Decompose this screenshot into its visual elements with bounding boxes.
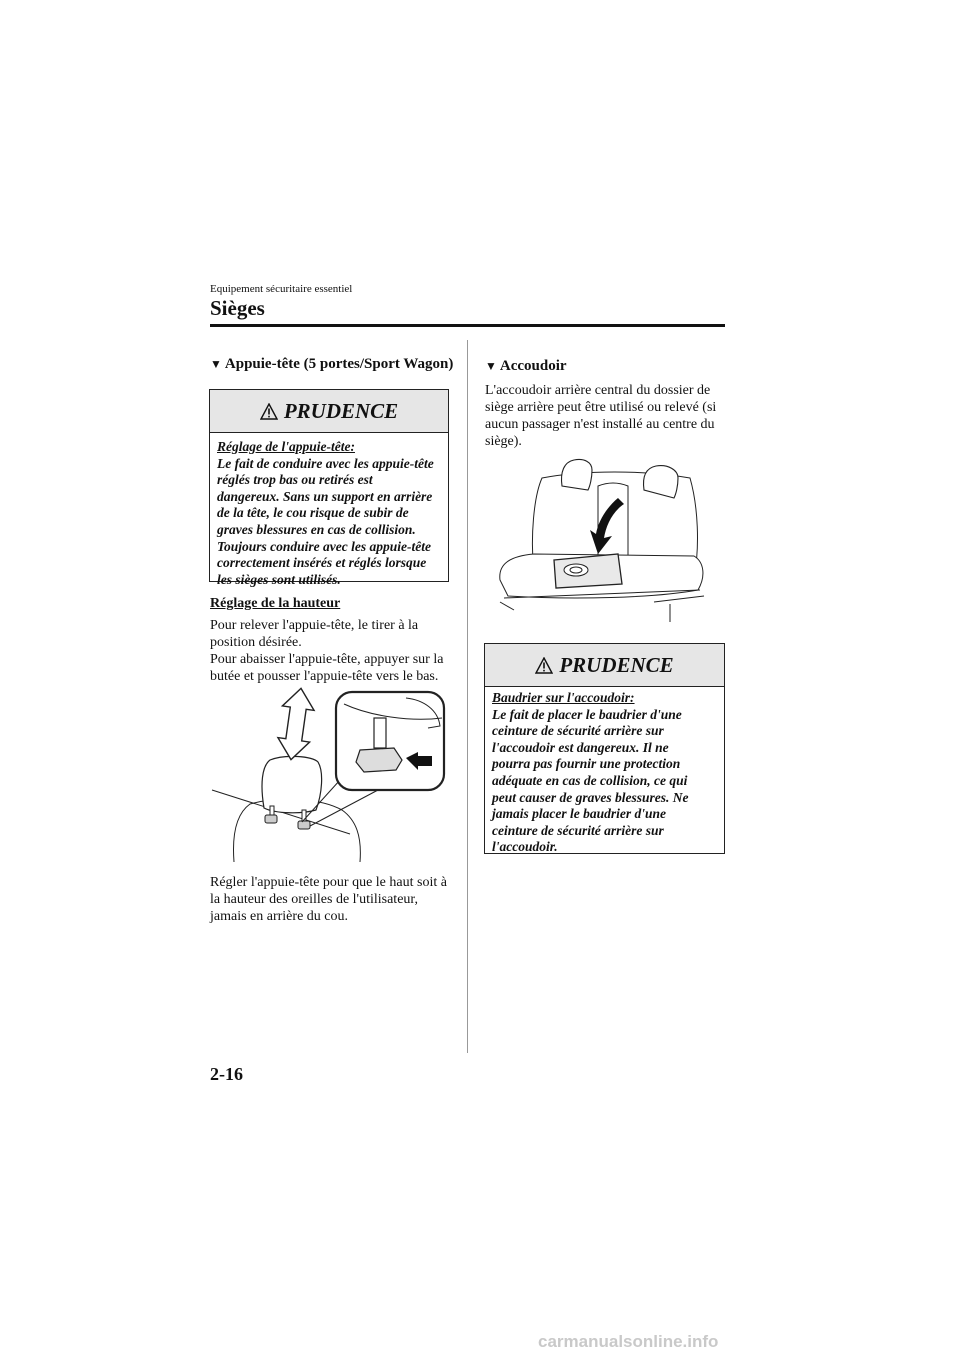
caution-line: Toujours conduire avec les appuie-tête [217, 538, 431, 554]
armrest-intro-text [485, 382, 725, 450]
height-adjust-text [210, 617, 460, 685]
caution-line: correctement insérés et réglés lorsque [217, 555, 427, 571]
triangle-down-icon: ▼ [485, 359, 497, 373]
page-number: 2-16 [210, 1064, 243, 1084]
caution-line: jamais placer le baudrier d'une [492, 806, 667, 822]
watermark-text: carmanualsonline.info [538, 1332, 719, 1351]
text-line: Pour relever l'appuie-tête, le tirer à la [210, 618, 419, 633]
caution-title: PRUDENCE [559, 652, 674, 677]
caution-line: ceinture de sécurité arrière sur [492, 723, 664, 739]
warning-triangle-icon [535, 657, 553, 674]
page-title: Sièges [210, 296, 265, 320]
caution-line: graves blessures en cas de collision. [217, 521, 416, 537]
caution-title: PRUDENCE [283, 398, 399, 423]
text-line: Pour abaisser l'appuie-tête, appuyer sur la [210, 652, 444, 667]
caution-line: les sièges sont utilisés. [217, 571, 341, 587]
caution-body [485, 687, 724, 862]
text-line: L'accoudoir arrière central du dossier de [485, 383, 711, 398]
warning-triangle-icon [260, 403, 278, 420]
text-line: butée et pousser l'appuie-tête vers le bas. [210, 669, 439, 684]
triangle-down-icon: ▼ [210, 357, 222, 371]
caution-body [210, 433, 448, 594]
caution-line: dangereux. Sans un support en arrière [217, 488, 433, 504]
headrest-heading [210, 356, 460, 373]
armrest-heading-text: Accoudoir [499, 358, 567, 374]
caution-box-headrest [209, 389, 449, 587]
caution-line: l'accoudoir est dangereux. Il ne [492, 739, 669, 755]
caution-line: Le fait de conduire avec les appuie-tête [217, 455, 434, 471]
text-line: Régler l'appuie-tête pour que le haut soit à [210, 875, 447, 890]
height-adjust-subheading: Réglage de la hauteur [210, 596, 341, 611]
closing-text [210, 874, 460, 925]
text-line: siège). [485, 434, 522, 449]
text-line: la hauteur des oreilles de l'utilisateur, [210, 892, 419, 907]
caution-subhead: Baudrier sur l'accoudoir: [492, 690, 635, 705]
title-rule [210, 324, 725, 327]
caution-header [485, 644, 724, 687]
section-label: Equipement sécuritaire essentiel [210, 283, 353, 295]
column-divider [467, 340, 468, 1053]
caution-line: ceinture de sécurité arrière sur [492, 822, 664, 838]
caution-subhead: Réglage de l'appuie-tête: [217, 439, 355, 454]
caution-header [210, 390, 448, 433]
caution-box-armrest [484, 643, 725, 854]
caution-line: pourra pas fournir une protection [492, 756, 681, 772]
text-line: aucun passager n'est installé au centre du [485, 417, 715, 432]
caution-line: de la tête, le cou risque de subir de [217, 505, 409, 521]
text-line: position désirée. [210, 635, 302, 650]
armrest-heading [485, 358, 567, 375]
caution-line: peut causer de graves blessures. Ne [492, 789, 689, 805]
headrest-heading-text: Appuie-tête (5 portes/Sport Wagon) [224, 356, 454, 372]
text-line: jamais en arrière du cou. [210, 909, 348, 924]
caution-line: réglés trop bas ou retirés est [217, 472, 373, 488]
caution-line: l'accoudoir. [492, 839, 558, 855]
text-line: siège arrière peut être utilisé ou relevé (si [485, 400, 717, 415]
caution-line: adéquate en cas de collision, ce qui [492, 772, 688, 788]
armrest-illustration [494, 456, 708, 624]
headrest-illustration [210, 686, 450, 866]
caution-line: Le fait de placer le baudrier d'une [492, 706, 682, 722]
